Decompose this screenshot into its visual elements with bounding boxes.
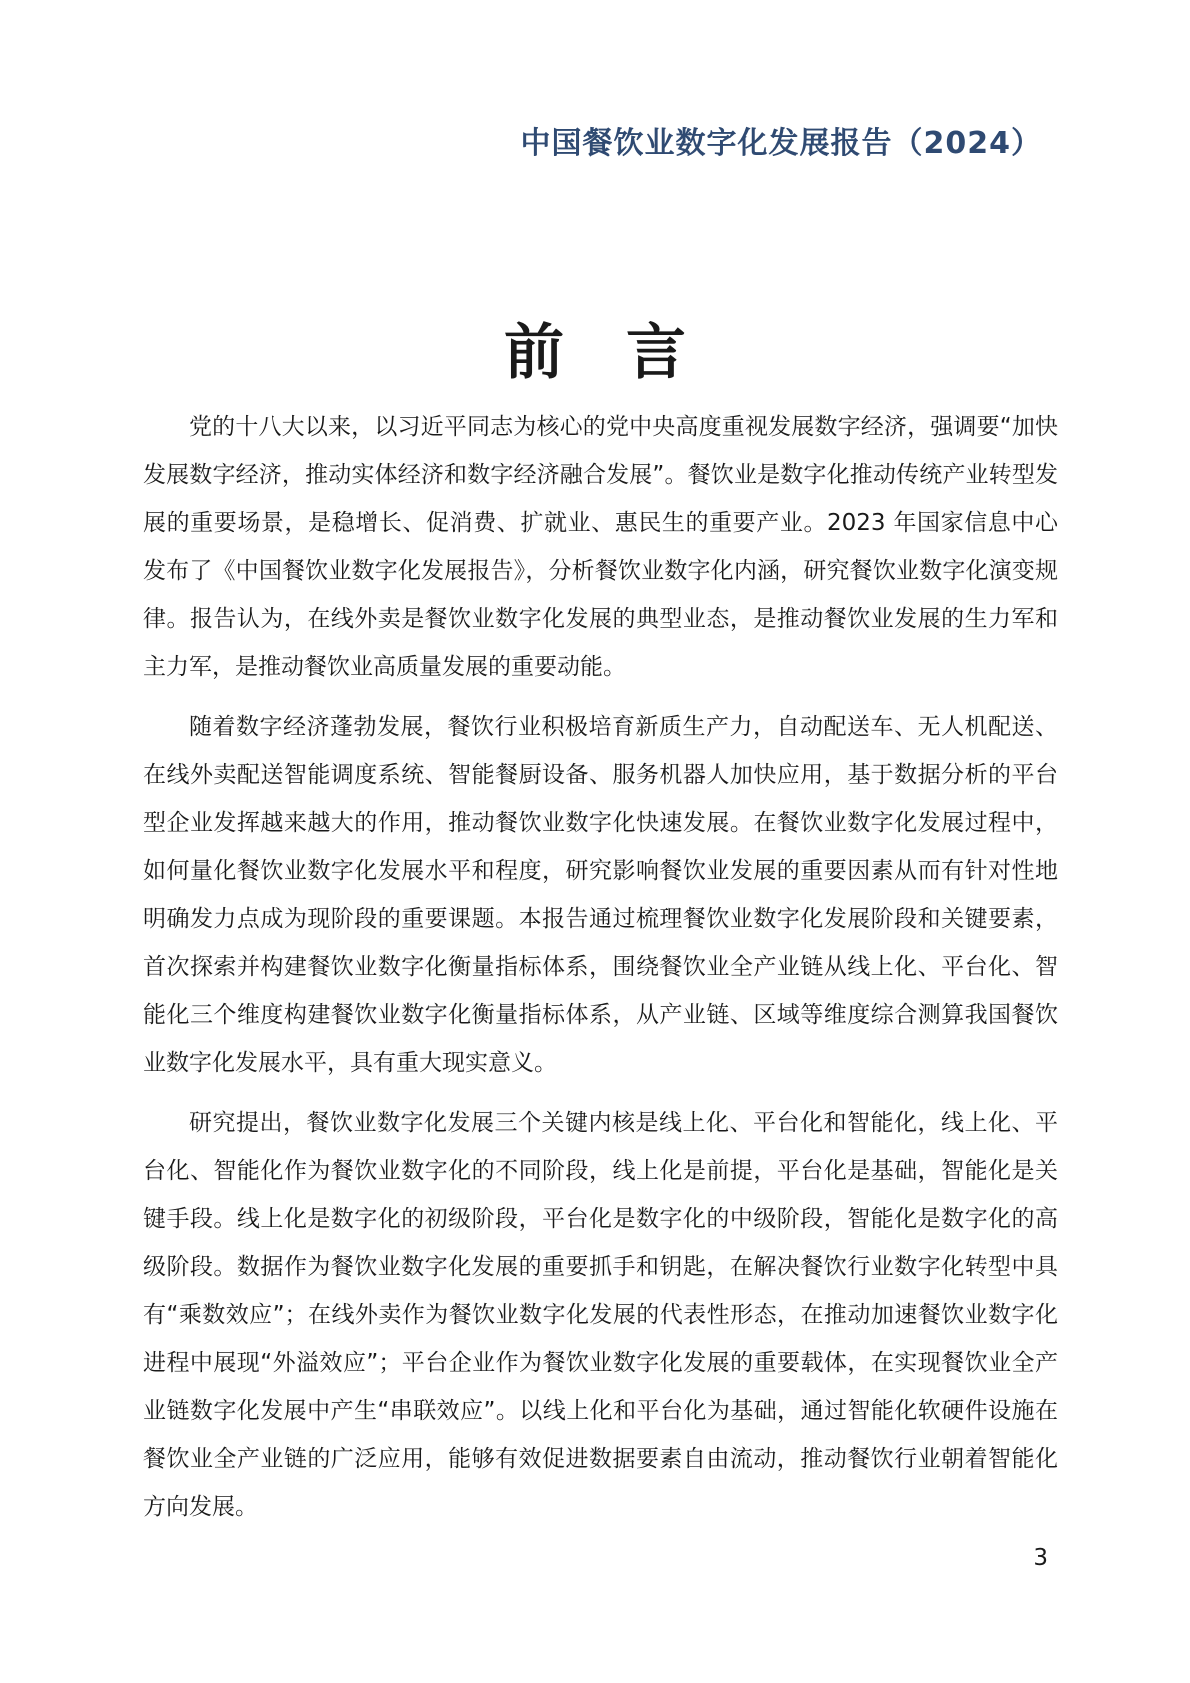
preface-paragraph-2: 随着数字经济蓬勃发展，餐饮行业积极培育新质生产力，自动配送车、无人机配送、在线外卖配送智能调度系统、智能餐厨设备、服务机器人加快应用，基于数据分析的平台型企业发挥越来越大的作用，推动餐饮业数字化快速发展。在餐饮业数字化发展过程中，如何量化餐饮业数字化发展水平和程度，研究影响餐饮业发展的重要因素从而有针对性地明确发力点成为现阶段的重要课题。本报告通过梳理餐饮业数字化发展阶段和关键要素，首次探索并构建餐饮业数字化衡量指标体系，围绕餐饮业全产业链从线上化、平台化、智能化三个维度构建餐饮业数字化衡量指标体系，从产业链、区域等维度综合测算我国餐饮业数字化发展水平，具有重大现实意义。	[143, 714, 1058, 1076]
preface-paragraph-1: 党的十八大以来，以习近平同志为核心的党中央高度重视发展数字经济，强调要“加快发展数字经济，推动实体经济和数字经济融合发展”。餐饮业是数字化推动传统产业转型发展的重要场景，是稳增长、促消费、扩就业、惠民生的重要产业。2023 年国家信息中心发布了《中国餐饮业数字化发展报告》，分析餐饮业数字化内涵，研究餐饮业数字化演变规律。报告认为，在线外卖是餐饮业数字化发展的典型业态，是推动餐饮业发展的生力军和主力军，是推动餐饮业高质量发展的重要动能。	[143, 414, 1058, 680]
preface-title: 前言	[504, 318, 748, 389]
preface-paragraph-3: 研究提出，餐饮业数字化发展三个关键内核是线上化、平台化和智能化，线上化、平台化、智能化作为餐饮业数字化的不同阶段，线上化是前提，平台化是基础，智能化是关键手段。线上化是数字化的初级阶段，平台化是数字化的中级阶段，智能化是数字化的高级阶段。数据作为餐饮业数字化发展的重要抓手和钥匙，在解决餐饮行业数字化转型中具有“乘数效应”；在线外卖作为餐饮业数字化发展的代表性形态，在推动加速餐饮业数字化进程中展现“外溢效应”；平台企业作为餐饮业数字化发展的重要载体，在实现餐饮业全产业链数字化发展中产生“串联效应”。以线上化和平台化为基础，通过智能化软硬件设施在餐饮业全产业链的广泛应用，能够有效促进数据要素自由流动，推动餐饮行业朝着智能化方向发展。	[143, 1110, 1058, 1520]
preface-body	[143, 403, 1058, 1543]
running-header-title: 中国餐饮业数字化发展报告（2024）	[520, 126, 1042, 161]
page-number: 3	[1033, 1545, 1048, 1571]
